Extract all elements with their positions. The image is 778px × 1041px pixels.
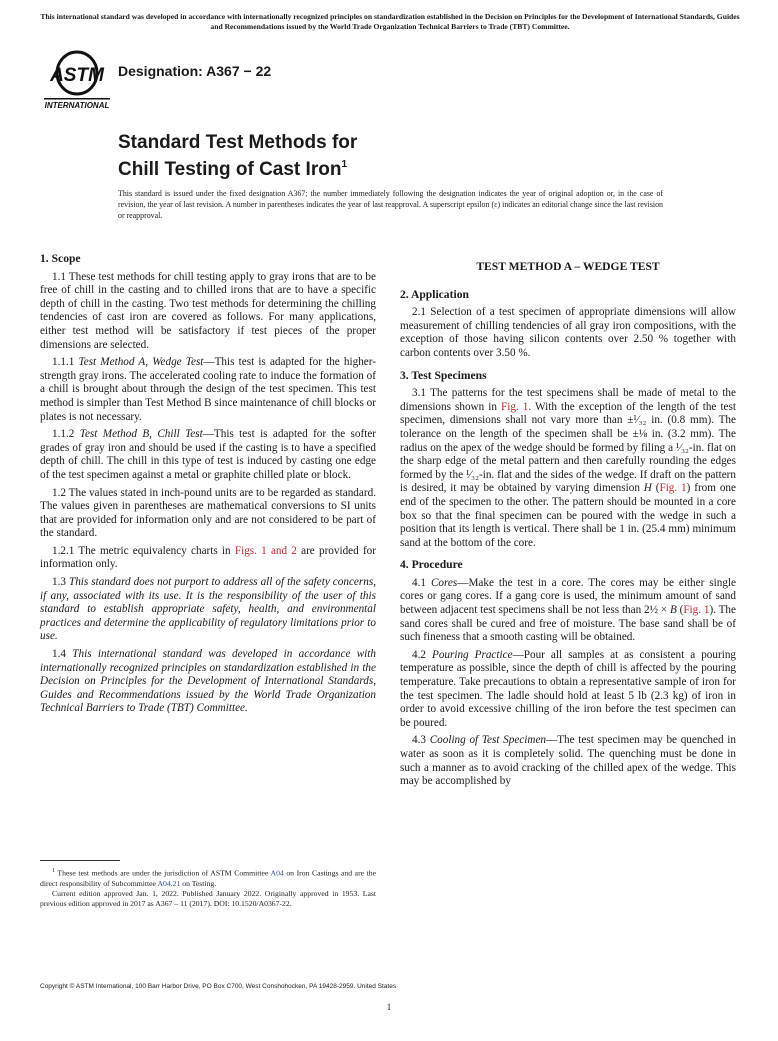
para-1-1-1 <box>40 356 376 424</box>
para-italic: Test Method A, Wedge Test <box>78 356 204 369</box>
para-1-2-1 <box>40 545 376 572</box>
para-text: ). The sand cores shall be cured and free of moisture. The base sand shall be of such fineness that a smooth casting will be obtained. <box>400 604 736 644</box>
heading-procedure: 4. Procedure <box>400 558 463 572</box>
footnote-mark: 1 <box>52 868 55 874</box>
tbt-notice: This international standard was developed in accordance with internationally recognized principles on standardization established in the Decision on Principles for the Development of International Standards, Guides and Recommendations issued by the World Trade Organization Technical Barriers to Trade (TBT) Committee. <box>40 12 740 31</box>
left-column <box>40 252 376 720</box>
para-1-1: 1.1 These test methods for chill testing apply to gray irons that are to be free of chill in the casting and to chilled irons that are to have a specific depth of chill in the casting. Two test methods for determining the chilling tendencies of cast iron are covered as follows. For many applications, either test method will be satisfactory if test pieces of the proper dimensions are selected. <box>40 270 376 351</box>
logo-wordmark: INTERNATIONAL <box>44 101 110 110</box>
heading-scope: 1. Scope <box>40 252 81 265</box>
fig-1-link[interactable]: Fig. 1 <box>659 482 687 495</box>
issue-note: This standard is issued under the fixed designation A367; the number immediately following the designation indicates the year of original adoption or, in the case of revision, the year of last revision. A number in parentheses indicates the year of last reapproval. A superscript epsilon (ε) indicates an editorial change since the last revision or reapproval. <box>118 189 663 220</box>
footnote-para-1 <box>40 866 376 889</box>
title-footnote-mark: 1 <box>341 159 347 170</box>
para-4-3 <box>400 734 736 788</box>
para-text: are provided for information only. <box>40 544 376 571</box>
footnote-text: These test methods are under the jurisdiction of ASTM Committee <box>55 868 271 878</box>
logo-mark: ASTM <box>50 65 104 86</box>
para-italic: Pouring Practice <box>431 648 513 661</box>
para-text: ) from one end of the specimen to the other. The pattern should be mounted in a core box so that the final specimen can be poured with the wedge in such a position that its length is vertical. There shall be 1 in. (25.4 mm) minimum sand at the bottom of the core. <box>400 482 736 549</box>
figs-link[interactable]: Figs. 1 and 2 <box>234 544 297 557</box>
para-text: —This test is adapted for the softer grades of gray iron and should be used if the casting is to have a specified depth of chill. The chill in this type of test is induced by casting one edge of the test specimen against a metal or graphite chilled plate or block. <box>40 428 377 481</box>
heading-application: 2. Application <box>400 287 469 301</box>
footnote <box>40 866 376 909</box>
dimension-h: H <box>643 482 652 495</box>
para-4-1 <box>400 577 736 645</box>
para-3-1 <box>400 387 736 550</box>
para-text: . With the exception of the length of the test specimen, dimensions shall not vary more than ±¹⁄₃₂ in. (0.8 mm). The tolerance on the length of the specimen shall be ±⅛ in. (3.2 mm). The radius on the apex of the wedge should be formed by filing a ¹⁄₃₂-in. flat on the sharp edge of the metal pattern and then carefully rounding the edges formed by the ¹⁄₃₂-in. flat and the sides of the wedge. If draft on the pattern is desired, it may be obtained by varying dimension <box>400 400 736 495</box>
para-num: 1.4 <box>52 648 73 661</box>
para-num: 1.1.2 <box>52 428 80 441</box>
heading-test-specimens: 3. Test Specimens <box>400 368 487 382</box>
para-text: ( <box>676 604 684 617</box>
copyright-line: Copyright © ASTM International, 100 Barr Harbor Drive, PO Box C700, West Conshohocken, PA 19428-2959. United States <box>40 983 397 990</box>
heading-test-method-a: TEST METHOD A – WEDGE TEST <box>476 260 660 273</box>
fig-1-link[interactable]: Fig. 1 <box>683 604 710 617</box>
para-italic: This international standard was developed in accordance with internationally recognized principles on standardization established in the Decision on Principles for the Development of International Standards, Guides and Recommendations issued by the World Trade Organization Technical Barriers to Trade (TBT) Committee. <box>40 648 376 715</box>
astm-logo <box>42 50 112 112</box>
para-italic: Cooling of Test Specimen <box>429 734 547 747</box>
designation: Designation: A367 − 22 <box>118 63 272 79</box>
para-num: 1.1.1 <box>52 356 79 369</box>
subcommittee-a04-21-link[interactable]: A04.21 <box>157 878 181 888</box>
para-italic: This standard does not purport to address all of the safety concerns, if any, associated with its use. It is the responsibility of the user of this standard to establish appropriate safety, health, and environmental practices and determine the applicability of regulatory limitations prior to use. <box>40 576 376 643</box>
title-line-1: Standard Test Methods for <box>118 132 358 153</box>
para-num: 4.3 <box>412 734 430 747</box>
title-line-2 <box>118 154 538 181</box>
para-num: 4.1 <box>412 576 431 589</box>
para-italic: Test Method B, Chill Test <box>79 428 203 441</box>
footnote-text: on Iron Castings and are the direct responsibility of Subcommittee <box>40 868 376 888</box>
para-text: 3.1 The patterns for the test specimens shall be made of metal to the dimensions shown in <box>400 387 736 413</box>
footnote-text: on Testing. <box>180 878 217 888</box>
para-1-1-2 <box>40 428 376 482</box>
committee-a04-link[interactable]: A04 <box>270 868 284 878</box>
fig-1-link[interactable]: Fig. 1 <box>501 400 529 413</box>
para-1-3 <box>40 576 376 644</box>
para-text: —Pour all samples at as consistent a pouring temperature as possible, since the depth of chill is affected by the pouring temperature. Take precautions to obtain a representative sample of iron for the test specimen. The ladle should hold at least 5 lb (2.3 kg) of iron in order to avoid excessive chilling of the iron before the test specimen can be poured. <box>400 648 737 729</box>
para-4-2 <box>400 649 736 731</box>
title-line-2-text: Chill Testing of Cast Iron <box>118 159 342 180</box>
footnote-para-2: Current edition approved Jan. 1, 2022. Published January 2022. Originally approved in 1953. Last previous edition approved in 2017 as A367 – 11 (2017). DOI: 10.1520/A0367-22. <box>40 888 376 908</box>
right-column <box>400 252 736 793</box>
para-1-4 <box>40 648 376 716</box>
para-text: 1.2.1 The metric equivalency charts in <box>52 544 235 557</box>
document-title <box>118 132 538 181</box>
para-italic: Cores <box>430 576 458 589</box>
para-text: —Make the test in a core. The cores may be either single cores or gang cores. If a gang core is used, the minimum amount of sand between adjacent test specimens shall be not less than 2½ × <box>400 576 737 617</box>
para-text: —This test is adapted for the higher-strength gray irons. The accelerated cooling rate to induce the formation of a chill is brought about through the design of the test specimen. This test method is simpler than Test Method B since maintenance of chill blocks or plates is not necessary. <box>40 356 376 423</box>
dimension-b: B <box>669 604 677 617</box>
para-1-2: 1.2 The values stated in inch-pound units are to be regarded as standard. The values given in parentheses are mathematical conversions to SI units that are provided for information only and are not considered to be part of the standard. <box>40 486 376 540</box>
footnote-divider <box>40 860 120 861</box>
para-num: 4.2 <box>412 648 432 661</box>
page-number: 1 <box>386 1002 392 1012</box>
para-2-1: 2.1 Selection of a test specimen of appropriate dimensions will allow measurement of chilling tendencies of all gray iron compositions, with the exception of those having silicon contents over 2.50 % together with carbon contents over 3.50 %. <box>400 306 736 359</box>
para-text: ( <box>651 482 660 495</box>
para-text: —The test specimen may be quenched in water as soon as it is completely solid. The quenching must be done in such a manner as to avoid cracking of the chilled apex of the wedge. This may be accomplished by <box>400 734 736 788</box>
para-num: 1.3 <box>52 576 69 589</box>
